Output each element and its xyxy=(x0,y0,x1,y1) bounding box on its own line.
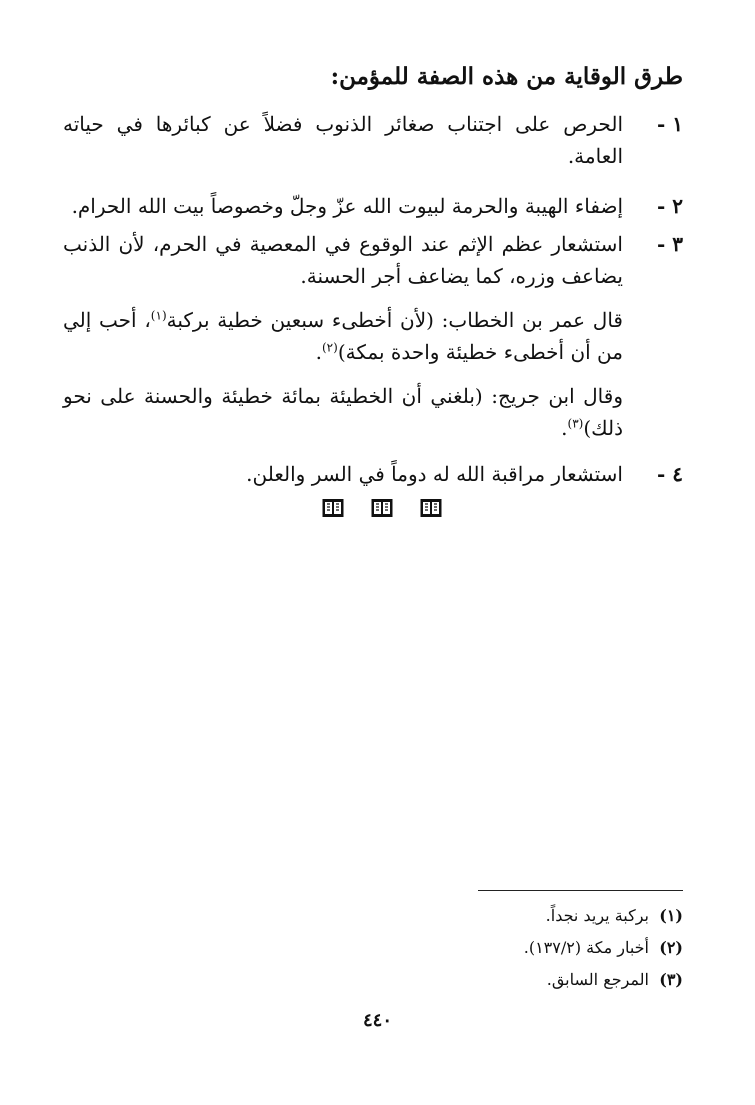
list-item-3 xyxy=(63,228,683,292)
item-number: ٤ - xyxy=(656,462,683,486)
quote-ibn-jurayj xyxy=(63,380,623,444)
footnote-ref: (٢) xyxy=(321,340,338,355)
item-text: الحرص على اجتناب صغائر الذنوب فضلاً عن كبائرها في حياته العامة. xyxy=(63,112,623,168)
quote-end: . xyxy=(315,340,322,364)
footnote-text: أخبار مكة (١٣٧/٢). xyxy=(523,938,649,957)
footnote-text: بركبة يريد نجداً. xyxy=(545,906,649,925)
section-end-ornament xyxy=(322,498,442,522)
quote-text: قال عمر بن الخطاب: (لأن أخطىء سبعين خطية بركبة xyxy=(166,308,623,332)
book-icon xyxy=(322,498,344,518)
footnote-number: (١) xyxy=(659,906,683,925)
book-icon xyxy=(371,498,393,518)
item-number: ٣ - xyxy=(656,232,683,256)
quote-text: وقال ابن جريج: (بلغني أن الخطيئة بمائة خطيئة والحسنة على نحو ذلك) xyxy=(63,384,623,440)
footnote-number: (٣) xyxy=(659,970,683,989)
quote-umar xyxy=(63,304,623,368)
footnote-ref: (١) xyxy=(150,308,167,323)
book-icon xyxy=(420,498,442,518)
item-text: إضفاء الهيبة والحرمة لبيوت الله عزّ وجلّ وخصوصاً بيت الله الحرام. xyxy=(71,194,623,218)
list-item-4 xyxy=(63,458,683,490)
footnote-number: (٢) xyxy=(659,938,683,957)
footnote-divider xyxy=(478,890,683,891)
footnote-1 xyxy=(63,900,683,932)
list-item-2 xyxy=(63,190,683,222)
quote-text: ، أحب إلي من أن أخطىء خطيئة واحدة بمكة) xyxy=(63,308,623,364)
page-number: ٤٤٠ xyxy=(362,1010,392,1031)
footnote-2 xyxy=(63,932,683,964)
footnote-text: المرجع السابق. xyxy=(546,970,649,989)
quote-end: . xyxy=(561,416,568,440)
section-heading: طرق الوقاية من هذه الصفة للمؤمن: xyxy=(330,63,683,90)
item-number: ٢ - xyxy=(656,194,683,218)
footnote-3 xyxy=(63,964,683,996)
item-number: ١ - xyxy=(656,112,683,136)
item-text: استشعار عظم الإثم عند الوقوع في المعصية في الحرم، لأن الذنب يضاعف وزره، كما يضاعف أجر الحسنة. xyxy=(63,232,623,288)
item-text: استشعار مراقبة الله له دوماً في السر والعلن. xyxy=(246,462,623,486)
list-item-1 xyxy=(63,108,683,172)
footnote-ref: (٣) xyxy=(567,416,584,431)
footnotes xyxy=(63,900,683,996)
